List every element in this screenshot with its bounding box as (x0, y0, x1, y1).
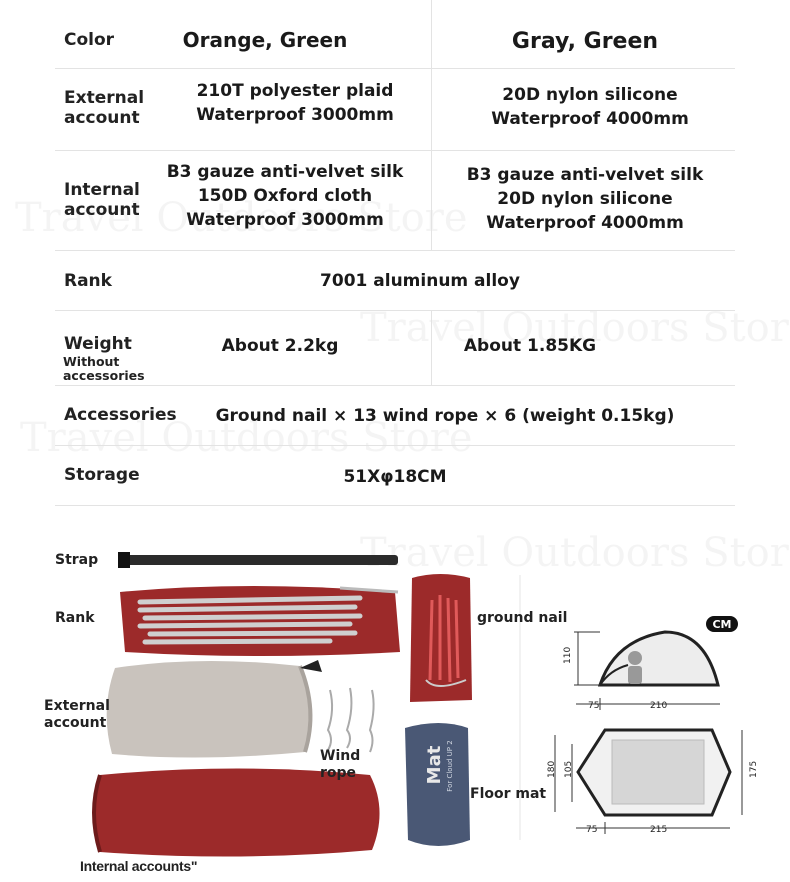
strap-image (118, 552, 398, 568)
dim-top-w2: 215 (650, 825, 668, 835)
spec-value: About 2.2kg (221, 336, 339, 356)
dim-top-h3: 175 (749, 760, 759, 778)
caption-strap: Strap (55, 552, 99, 568)
dim-top-w1: 75 (586, 825, 598, 835)
caption-external: External account (44, 698, 110, 731)
spec-value: Gray, Green (511, 29, 659, 54)
ground-nail-bag-image (410, 574, 472, 702)
spec-label: Weight (64, 334, 132, 354)
dim-side-w2: 210 (650, 701, 668, 711)
spec-value: Ground nail × 13 wind rope × 6 (weight 0.15kg) (215, 406, 675, 426)
wind-rope-image (328, 688, 374, 752)
spec-value: 51Xφ18CM (343, 467, 447, 487)
tent-top-diagram (547, 730, 759, 835)
unit-badge: CM (712, 618, 732, 631)
caption-rank: Rank (55, 610, 95, 626)
pole-bag-image (120, 586, 400, 656)
spec-sublabel: Without accessories (63, 354, 145, 383)
spec-label: Internal account (64, 180, 140, 220)
mat-bag-title: Mat (424, 745, 445, 785)
spec-label: External account (64, 88, 145, 128)
spec-row-internal (55, 150, 735, 251)
external-bag-image (107, 660, 322, 758)
spec-row-storage (55, 445, 735, 506)
spec-label: Rank (64, 271, 112, 291)
spec-label: Storage (64, 465, 140, 485)
spec-label: Color (64, 30, 115, 50)
spec-value: 7001 aluminum alloy (320, 271, 520, 291)
mat-bag-subtitle: For Cloud UP 2 (446, 740, 454, 792)
tent-parts-illustration (0, 540, 790, 882)
spec-value: Orange, Green (182, 28, 348, 52)
caption-internal: Internal accounts" (80, 858, 198, 874)
caption-floor-mat: Floor mat (470, 786, 547, 802)
spec-value: B3 gauze anti-velvet silk 150D Oxford cloth Waterproof 3000mm (166, 162, 404, 230)
dim-top-h1: 180 (547, 760, 557, 778)
spec-row-weight (55, 310, 735, 386)
spec-row-external (55, 68, 735, 151)
caption-wind-rope: Wind rope (320, 748, 361, 781)
spec-value: 20D nylon silicone Waterproof 4000mm (491, 85, 689, 129)
spec-value: About 1.85KG (463, 336, 597, 356)
spec-row-color (55, 0, 735, 69)
dim-side-w1: 75 (588, 701, 600, 711)
caption-ground-nail: ground nail (477, 610, 568, 626)
spec-value: B3 gauze anti-velvet silk 20D nylon silicone Waterproof 4000mm (466, 165, 704, 233)
spec-row-accessories (55, 385, 735, 446)
spec-value: 210T polyester plaid Waterproof 3000mm (196, 81, 394, 125)
dim-side-height: 110 (563, 646, 573, 664)
tent-side-diagram (563, 616, 738, 711)
dim-top-h2: 105 (564, 760, 574, 778)
floor-mat-bag-image (405, 723, 470, 846)
spec-label: Accessories (64, 405, 177, 425)
spec-row-rank (55, 250, 735, 311)
